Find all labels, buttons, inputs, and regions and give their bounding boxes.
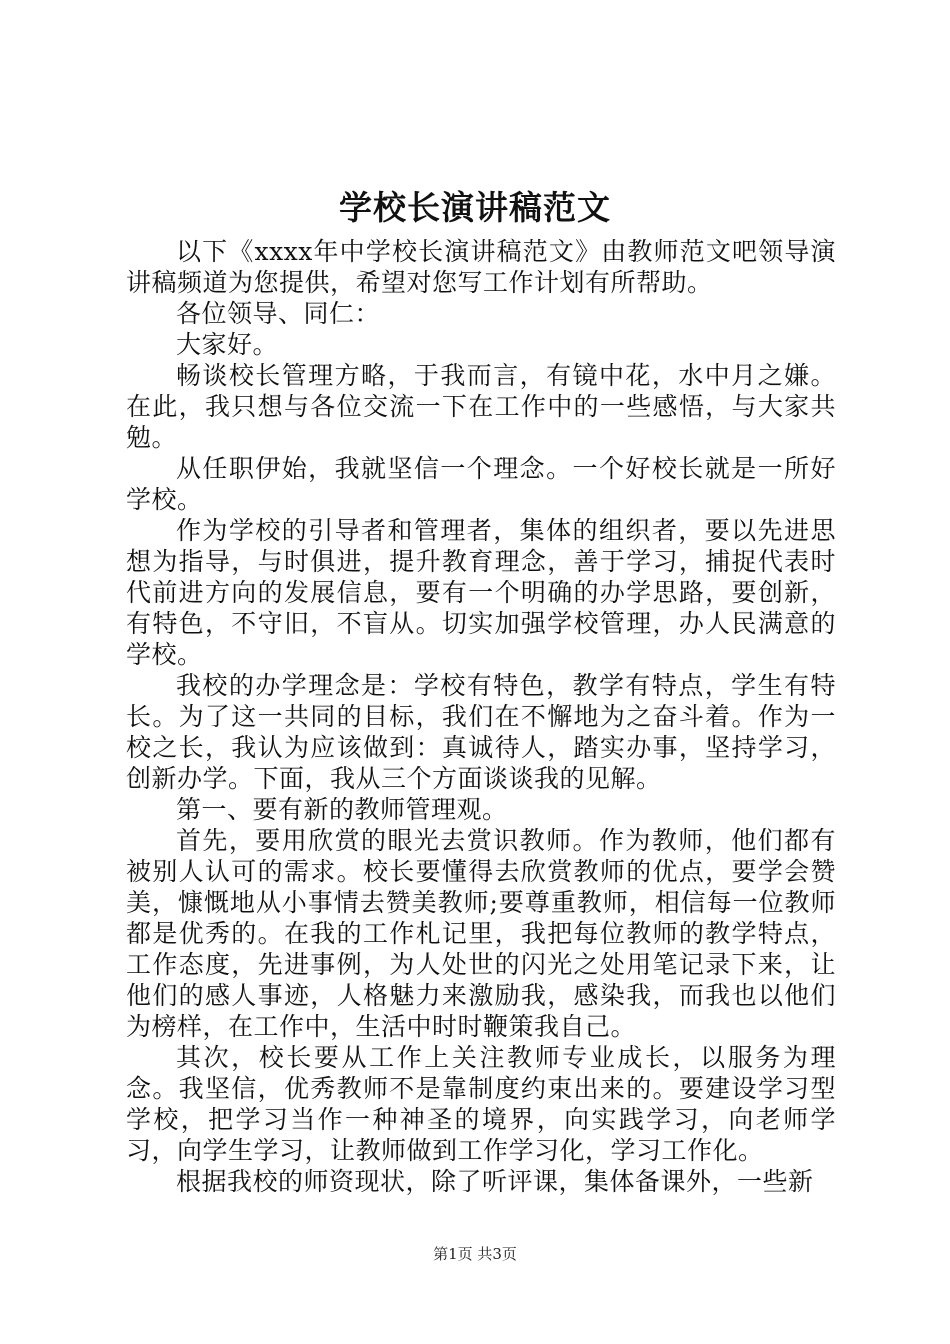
paragraph: 其次，校长要从工作上关注教师专业成长，以服务为理念。我坚信，优秀教师不是靠制度约束出来的。要建设学习型学校，把学习当作一种神圣的境界，向实践学习，向老师学习，向学生学习，让教师做到工作学习化，学习工作化。 (126, 1043, 836, 1165)
paragraph: 各位领导、同仁： (176, 299, 381, 328)
paragraph: 首先，要用欣赏的眼光去赏识教师。作为教师，他们都有被别人认可的需求。校长要懂得去欣赏教师的优点，要学会赞美，慷慨地从小事情去赞美教师;要尊重教师，相信每一位教师都是优秀的。在我的工作札记里，我把每位教师的教学特点，工作态度，先进事例，为人处世的闪光之处用笔记录下来，让他们的感人事迹，人格魅力来激励我，感染我，而我也以他们为榜样，在工作中，生活中时时鞭策我自己。 (126, 826, 836, 1041)
document-body (126, 236, 836, 1197)
paragraph: 我校的办学理念是：学校有特色，教学有特点，学生有特长。为了这一共同的目标，我们在不懈地为之奋斗着。作为一校之长，我认为应该做到：真诚待人，踏实办事，坚持学习，创新办学。下面，我从三个方面谈谈我的见解。 (126, 671, 836, 793)
paragraph: 从任职伊始，我就坚信一个理念。一个好校长就是一所好学校。 (126, 454, 836, 514)
paragraph: 作为学校的引导者和管理者，集体的组织者，要以先进思想为指导，与时俱进，提升教育理念，善于学习，捕捉代表时代前进方向的发展信息，要有一个明确的办学思路，要创新，有特色，不守旧，不盲从。切实加强学校管理，办人民满意的学校。 (126, 516, 836, 669)
paragraph: 第一、要有新的教师管理观。 (176, 795, 508, 824)
page-number: 第1页 共3页 (433, 1245, 517, 1263)
paragraph: 大家好。 (176, 330, 279, 359)
paragraph: 畅谈校长管理方略，于我而言，有镜中花，水中月之嫌。在此，我只想与各位交流一下在工作中的一些感悟，与大家共勉。 (126, 361, 836, 452)
paragraph: 根据我校的师资现状，除了听评课，集体备课外，一些新 (176, 1167, 814, 1196)
document-title: 学校长演讲稿范文 (339, 188, 611, 227)
paragraph: 以下《xxxx年中学校长演讲稿范文》由教师范文吧领导演讲稿频道为您提供，希望对您写工作计划有所帮助。 (126, 237, 836, 297)
